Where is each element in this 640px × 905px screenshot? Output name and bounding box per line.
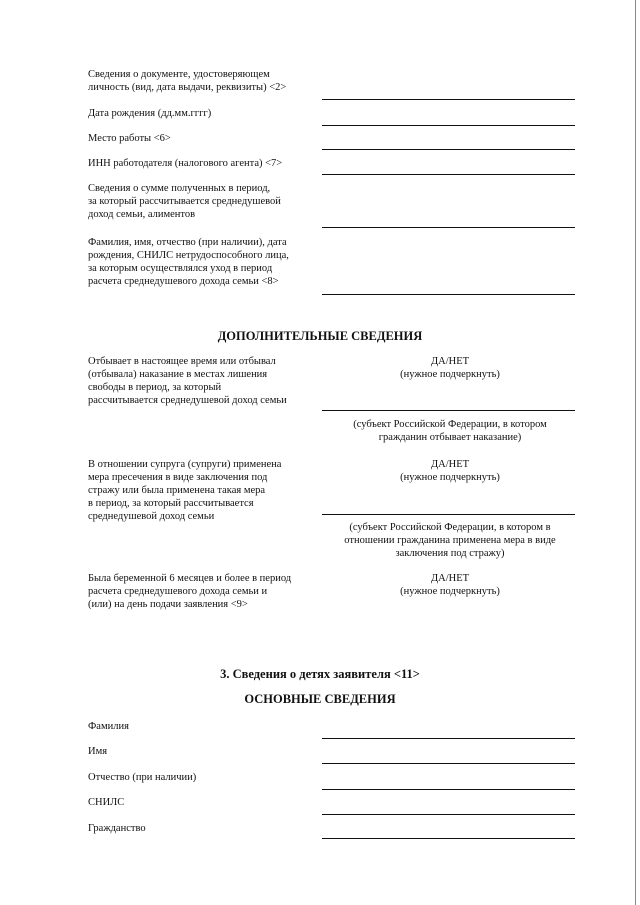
field-alimony-input[interactable] xyxy=(322,227,575,228)
label-line: в период, за который рассчитывается xyxy=(88,498,254,509)
field-employer-inn-label xyxy=(88,157,282,170)
label-line: среднедушевой доход семьи xyxy=(88,511,215,522)
q1-region-input[interactable] xyxy=(322,410,575,411)
q2-yes-no-choice[interactable]: ДА/НЕТ xyxy=(430,459,470,470)
q1-yes-no-choice[interactable]: ДА/НЕТ xyxy=(430,356,470,367)
child-patronymic-input[interactable] xyxy=(322,789,575,790)
field-workplace-input[interactable] xyxy=(322,149,575,150)
field-alimony-label xyxy=(88,182,281,221)
section-3-title: 3. Сведения о детях заявителя <11> xyxy=(220,667,420,681)
label-line: В отношении супруга (супруги) применена xyxy=(88,459,282,470)
basic-info-heading: ОСНОВНЫЕ СВЕДЕНИЯ xyxy=(244,692,396,706)
field-identity-document-input[interactable] xyxy=(322,99,575,100)
label-line: (отбывала) наказание в местах лишения xyxy=(88,369,268,380)
label-line: личность (вид, дата выдачи, реквизиты) <2> xyxy=(88,82,287,93)
q3-yes-no-choice[interactable]: ДА/НЕТ xyxy=(430,573,470,584)
label-line: Сведения о сумме полученных в период, xyxy=(88,183,271,194)
child-patronymic-label: Отчество (при наличии) xyxy=(88,772,197,783)
additional-info-heading: ДОПОЛНИТЕЛЬНЫЕ СВЕДЕНИЯ xyxy=(217,329,423,343)
caption-line: (субъект Российской Федерации, в котором xyxy=(353,419,547,430)
q3-label xyxy=(88,572,291,611)
child-surname-label: Фамилия xyxy=(88,721,129,732)
q1-label xyxy=(88,355,287,407)
label-line: Место работы <6> xyxy=(88,133,171,144)
label-line: свободы в период, за который xyxy=(88,382,222,393)
label-line: Сведения о документе, удостоверяющем xyxy=(88,69,270,80)
q1-region-caption xyxy=(325,418,575,444)
q3-answer-block xyxy=(330,572,570,598)
label-line: ИНН работодателя (налогового агента) <7> xyxy=(88,158,283,169)
label-line: стражу или была применена такая мера xyxy=(88,485,266,496)
field-disabled-person-label xyxy=(88,236,289,288)
q2-region-caption xyxy=(320,521,580,560)
label-line: доход семьи, алиментов xyxy=(88,209,196,220)
child-snils-input[interactable] xyxy=(322,814,575,815)
label-line: Была беременной 6 месяцев и более в период xyxy=(88,573,292,584)
scan-edge-line xyxy=(635,0,636,905)
caption-line: заключения под стражу) xyxy=(395,548,505,559)
label-line: Дата рождения (дд.мм.гггг) xyxy=(88,108,212,119)
field-identity-document-label xyxy=(88,68,286,94)
label-line: расчета среднедушевого дохода семьи и xyxy=(88,586,268,597)
q2-label xyxy=(88,458,281,523)
field-employer-inn-input[interactable] xyxy=(322,174,575,175)
q2-region-input[interactable] xyxy=(322,514,575,515)
q1-answer-block xyxy=(330,355,570,381)
field-birth-date-label xyxy=(88,107,211,120)
caption-line: отношении гражданина применена мера в виде xyxy=(344,535,556,546)
label-line: рассчитывается среднедушевой доход семьи xyxy=(88,395,287,406)
label-line: расчета среднедушевого дохода семьи <8> xyxy=(88,276,279,287)
label-line: (или) на день подачи заявления <9> xyxy=(88,599,248,610)
q2-answer-block xyxy=(330,458,570,484)
field-workplace-label xyxy=(88,132,171,145)
field-birth-date-input[interactable] xyxy=(322,125,575,126)
caption-line: гражданин отбывает наказание) xyxy=(378,432,522,443)
caption-line: (субъект Российской Федерации, в котором в xyxy=(349,522,551,533)
label-line: за который рассчитывается среднедушевой xyxy=(88,196,281,207)
child-name-input[interactable] xyxy=(322,763,575,764)
child-surname-input[interactable] xyxy=(322,738,575,739)
child-snils-label: СНИЛС xyxy=(88,797,125,808)
label-line: за которым осуществлялся уход в период xyxy=(88,263,273,274)
q2-hint: (нужное подчеркнуть) xyxy=(400,472,500,483)
label-line: Фамилия, имя, отчество (при наличии), дата xyxy=(88,237,287,248)
label-line: рождения, СНИЛС нетрудоспособного лица, xyxy=(88,250,289,261)
q3-hint: (нужное подчеркнуть) xyxy=(400,586,500,597)
child-name-label: Имя xyxy=(88,746,108,757)
q1-hint: (нужное подчеркнуть) xyxy=(400,369,500,380)
child-citizenship-label: Гражданство xyxy=(88,823,146,834)
child-citizenship-input[interactable] xyxy=(322,838,575,839)
label-line: мера пресечения в виде заключения под xyxy=(88,472,268,483)
label-line: Отбывает в настоящее время или отбывал xyxy=(88,356,276,367)
field-disabled-person-input[interactable] xyxy=(322,294,575,295)
